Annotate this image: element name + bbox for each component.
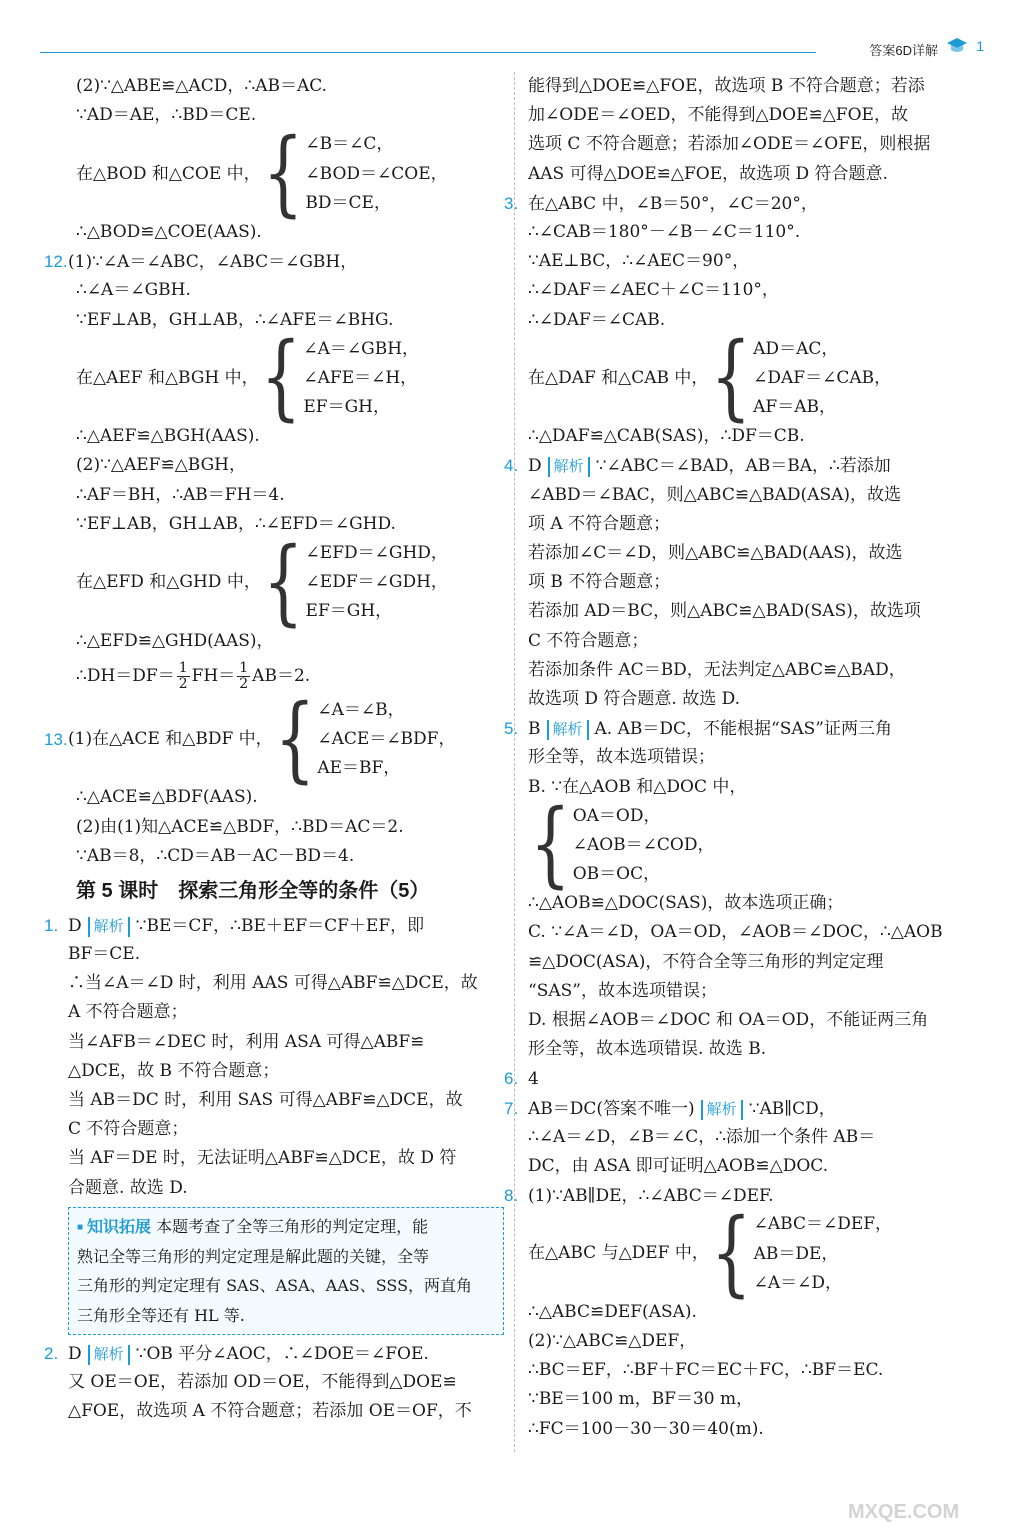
text-line: ∵EF⊥AB，GH⊥AB，∴∠EFD＝∠GHD. — [76, 513, 396, 534]
question-number: 7. — [504, 1098, 519, 1118]
system-row: ∠A＝∠B， — [317, 699, 405, 720]
text-line: ∴△DAF≌△CAB(SAS)，∴DF＝CB. — [528, 426, 805, 447]
answer: D — [528, 456, 542, 477]
watermark-logo — [838, 1458, 998, 1528]
text-line: 三角形全等还有 HL 等. — [77, 1305, 245, 1325]
text-line: ∵AD＝AE，∴BD＝CE. — [76, 105, 257, 126]
system-row: EF＝GH， — [303, 397, 390, 418]
text-line: “SAS”，故本选项错误； — [528, 980, 717, 1001]
equation-system — [68, 529, 504, 637]
text-line: C 不符合题意； — [528, 630, 649, 651]
text-line: ∴∠A＝∠D，∠B＝∠C，∴添加一个条件 AB＝ — [528, 1126, 876, 1147]
text-line: 合题意. 故选 D. — [68, 1177, 188, 1198]
text-line: 能得到△DOE≌△FOE，故选项 B 不符合题意；若添 — [528, 76, 925, 96]
text-line: ∴△EFD≌△GHD(AAS)， — [76, 630, 274, 651]
text-line: 当∠AFB＝∠DEC 时，利用 ASA 可得△ABF≌ — [68, 1031, 425, 1052]
system-prefix: 在△DAF 和△CAB 中， — [528, 367, 709, 388]
text-part: ∴DH＝DF＝ — [76, 665, 175, 686]
equation-system — [528, 324, 984, 433]
question-number: 4. — [504, 456, 519, 476]
column-divider — [514, 72, 515, 1452]
left-brace: { — [260, 324, 302, 433]
equation-system — [68, 120, 504, 228]
equation-system — [68, 324, 504, 433]
text-line: 若添加∠C＝∠D，则△ABC≌△BAD(AAS)，故选 — [528, 543, 903, 563]
text-line: 本题考查了全等三角形的判定定理，能 — [156, 1216, 429, 1236]
text-line: (2)由(1)知△ACE≌△BDF，∴BD＝AC＝2. — [76, 816, 404, 837]
header-rule — [40, 52, 816, 53]
analysis-tag: 解析 — [701, 1100, 743, 1120]
text-line: 故选项 D 符合题意. 故选 D. — [528, 688, 741, 709]
text-line: △FOE，故选项 A 不符合题意；若添加 OE＝OF，不 — [68, 1401, 472, 1422]
text-line: 形全等，故本选项错误. 故选 B. — [528, 1039, 767, 1060]
question-number: 2. — [44, 1343, 59, 1363]
denominator: 2 — [178, 675, 188, 692]
numerator: 1 — [239, 659, 249, 676]
text-line: 熟记全等三角形的判定定理是解此题的关键，全等 — [77, 1247, 430, 1267]
text-line: 当 AB＝DC 时，利用 SAS 可得△ABF≌△DCE，故 — [68, 1090, 463, 1110]
system-row: AD＝AC， — [753, 338, 839, 359]
equation-system — [528, 791, 984, 900]
text-line: 若添加 AD＝BC，则△ABC≌△BAD(SAS)，故选项 — [528, 601, 921, 622]
text-line: ∵OB 平分∠AOC，∴∠DOE＝∠FOE. — [135, 1343, 429, 1364]
system-row: AB＝DE， — [753, 1243, 839, 1264]
system-row: ∠AOB＝∠COD， — [572, 834, 715, 855]
text-part: AB＝2. — [252, 665, 311, 686]
system-row: ∠DAF＝∠CAB， — [753, 367, 892, 388]
text-line: ∴FC＝100－30－30＝40(m). — [528, 1418, 764, 1439]
text-line: A. AB＝DC，不能根据“SAS”证两三角 — [594, 719, 892, 740]
text-line: ∵∠ABC＝∠BAD，AB＝BA，∴若添加 — [595, 456, 891, 477]
text-line: (1)∵∠A＝∠ABC，∠ABC＝∠GBH， — [68, 252, 358, 273]
text-line: ∵AB＝8，∴CD＝AB－AC－BD＝4. — [76, 845, 355, 866]
equation-system — [44, 685, 504, 794]
system-prefix: 在△BOD 和△COE 中， — [76, 163, 261, 184]
analysis-tag: 解析 — [88, 917, 130, 937]
text-line: 又 OE＝OE，若添加 OD＝OE，不能得到△DOE≌ — [68, 1371, 457, 1392]
text-line: ∴△BOD≌△COE(AAS). — [76, 221, 262, 242]
system-row: ∠A＝∠GBH， — [303, 338, 420, 359]
text-line: C 不符合题意； — [68, 1119, 189, 1140]
page-number: 1 — [976, 38, 984, 54]
analysis-tag: 解析 — [88, 1345, 130, 1365]
text-line: A 不符合题意； — [68, 1002, 188, 1023]
text-line: D. 根据∠AOB＝∠DOC 和 OA＝OD，不能证两三角 — [528, 1010, 929, 1030]
left-brace: { — [262, 120, 304, 228]
text-line: 项 B 不符合题意； — [528, 572, 671, 593]
answer: AB＝DC(答案不唯一) — [528, 1098, 695, 1119]
text-line: DC，由 ASA 即可证明△AOB≌△DOC. — [528, 1155, 829, 1176]
system-row: OA＝OD， — [572, 805, 661, 826]
system-prefix: 在△EFD 和△GHD 中， — [76, 572, 261, 593]
analysis-tag: 解析 — [547, 720, 589, 740]
system-row: ∠ABC＝∠DEF， — [753, 1214, 893, 1235]
left-column — [44, 72, 504, 1426]
text-line: ∴△AEF≌△BGH(AAS). — [76, 426, 260, 447]
fraction — [177, 661, 190, 692]
text-line: 加∠ODE＝∠OED，不能得到△DOE≌△FOE，故 — [528, 105, 908, 126]
text-line: ∴∠DAF＝∠CAB. — [528, 309, 666, 330]
text-line: 项 A 不符合题意； — [528, 513, 671, 534]
text-line: ≌△DOC(ASA)，不符合全等三角形的判定定理 — [528, 951, 884, 972]
text-line: ∴BC＝EF，∴BF＋FC＝EC＋FC，∴BF＝EC. — [528, 1360, 884, 1381]
system-row: AF＝AB， — [753, 397, 836, 418]
text-line: C. ∵∠A＝∠D，OA＝OD，∠AOB＝∠DOC，∴△AOB — [528, 922, 943, 943]
analysis-tag: 解析 — [548, 457, 590, 477]
text-line: 若添加条件 AC＝BD，无法判定△ABC≌△BAD， — [528, 659, 906, 680]
text-line: (2)∵△ABC≌△DEF， — [528, 1331, 697, 1352]
text-line: 三角形的判定定理有 SAS、ASA、AAS、SSS，两直角 — [77, 1276, 473, 1296]
text-line: ∠ABD＝∠BAC，则△ABC≌△BAD(ASA)，故选 — [528, 484, 902, 505]
text-line: B. ∵在△AOB 和△DOC 中， — [528, 776, 747, 797]
text-line: ∴△ABC≌DEF(ASA). — [528, 1301, 697, 1322]
system-prefix: 在△ABC 与△DEF 中， — [528, 1243, 709, 1264]
text-line: ∵BE＝CF，∴BE＋EF＝CF＋EF，即 — [135, 915, 425, 936]
text-line: ∴∠DAF＝∠AEC＋∠C＝110°， — [528, 280, 779, 301]
system-row: BD＝CE， — [305, 192, 391, 213]
system-row: AE＝BF， — [317, 758, 401, 779]
right-column — [504, 72, 984, 1444]
text-line: ∴∠CAB＝180°－∠B－∠C＝110°. — [528, 221, 801, 242]
text-line: BF＝CE. — [68, 944, 141, 965]
system-prefix: (1)在△ACE 和△BDF 中， — [68, 728, 273, 749]
question-number: 1. — [44, 915, 59, 935]
text-line: ∴∠A＝∠GBH. — [76, 280, 191, 301]
system-row: ∠BOD＝∠COE， — [305, 163, 448, 184]
text-line: △DCE，故 B 不符合题意； — [68, 1060, 280, 1081]
fraction — [237, 661, 250, 692]
section-heading: 第 5 课时 探索三角形全等的条件（5） — [76, 879, 430, 902]
text-line: ∴AF＝BH，∴AB＝FH＝4. — [76, 484, 285, 505]
system-prefix: 在△AEF 和△BGH 中， — [76, 367, 259, 388]
text-line: (2)∵△ABE≌△ACD，∴AB＝AC. — [76, 76, 328, 96]
system-row: OB＝OC， — [572, 864, 661, 885]
graduation-cap-icon — [946, 36, 968, 56]
system-row: ∠AFE＝∠H， — [303, 367, 418, 388]
text-line: ∴△ACE≌△BDF(AAS). — [76, 787, 258, 808]
header-title: 答案6D详解 — [869, 43, 938, 58]
answer: D — [68, 915, 82, 936]
text-line: (2)∵△AEF≌△BGH， — [76, 455, 246, 476]
question-number: 13. — [44, 729, 68, 749]
text-line: ∴当∠A＝∠D 时，利用 AAS 可得△ABF≌△DCE，故 — [68, 973, 478, 994]
left-brace: { — [710, 324, 752, 433]
left-brace: { — [710, 1200, 752, 1308]
numerator: 1 — [178, 659, 188, 676]
left-brace: { — [274, 685, 316, 794]
text-line: 当 AF＝DE 时，无法证明△ABF≌△DCE，故 D 符 — [68, 1148, 457, 1169]
equation-system — [528, 1200, 984, 1308]
system-row: ∠EFD＝∠GHD， — [305, 543, 448, 563]
denominator: 2 — [239, 675, 249, 692]
system-row: ∠ACE＝∠BDF， — [317, 728, 456, 749]
text-line: 形全等，故本选项错误； — [528, 747, 715, 768]
page-header — [40, 30, 986, 64]
question-number: 3. — [504, 193, 519, 213]
question-number: 6. — [504, 1069, 519, 1089]
system-row: EF＝GH， — [305, 601, 393, 622]
text-line: AAS 可得△DOE≌△FOE，故选项 D 符合题意. — [528, 163, 888, 184]
text-line: ∵BE＝100 m，BF＝30 m， — [528, 1389, 754, 1410]
text-line: ∵AB∥CD， — [748, 1098, 836, 1119]
system-row: ∠EDF＝∠GDH， — [305, 572, 448, 593]
text-line: ∵AE⊥BC，∴∠AEC＝90°， — [528, 251, 750, 272]
knowledge-box — [68, 1207, 504, 1335]
question-number: 5. — [504, 719, 519, 739]
text-line: (1)∵AB∥DE，∴∠ABC＝∠DEF. — [528, 1186, 774, 1207]
text-part: FH＝ — [191, 665, 236, 686]
question-number: 8. — [504, 1186, 519, 1206]
answer: 4 — [528, 1069, 539, 1090]
system-row: ∠B＝∠C， — [305, 134, 394, 155]
knowledge-title: ■ 知识拓展 — [77, 1219, 151, 1236]
system-row: ∠A＝∠D， — [753, 1272, 843, 1293]
left-brace: { — [262, 529, 304, 637]
answer: D — [68, 1343, 82, 1364]
watermark-text: MXQE.COM — [848, 1501, 960, 1523]
text-line: ∵EF⊥AB，GH⊥AB，∴∠AFE＝∠BHG. — [76, 309, 394, 330]
question-number: 12. — [44, 252, 68, 272]
text-line: 在△ABC 中，∠B＝50°，∠C＝20°， — [528, 193, 818, 214]
answer: B — [528, 719, 541, 740]
text-line: 选项 C 不符合题意；若添加∠ODE＝∠OFE，则根据 — [528, 134, 931, 155]
text-line: ∴△AOB≌△DOC(SAS)，故本选项正确； — [528, 893, 844, 914]
left-brace: { — [530, 791, 571, 900]
